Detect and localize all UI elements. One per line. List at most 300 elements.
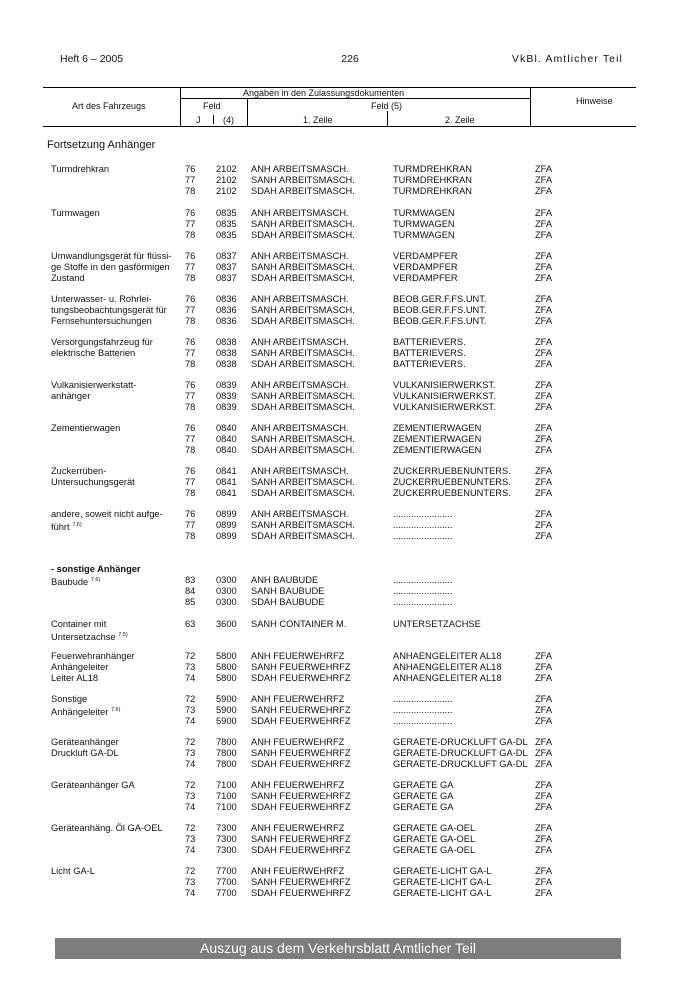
year-code: 84 — [185, 586, 196, 596]
line1-text: SDAH ARBEITSMASCH. — [251, 402, 355, 412]
line2-text: GERAETE GA-OEL — [393, 845, 476, 855]
field4-code: 0838 — [216, 337, 237, 347]
line1-text: ANH ARBEITSMASCH. — [251, 251, 349, 261]
note-text: ZFA — [535, 823, 553, 833]
line1-text: SANH ARBEITSMASCH. — [251, 391, 355, 401]
vehicle-type-line: Geräteanhänger GA — [51, 780, 135, 790]
line1-text: SDAH ARBEITSMASCH. — [251, 273, 355, 283]
line1-text: SDAH ARBEITSMASCH. — [251, 316, 355, 326]
vehicle-type — [51, 423, 181, 434]
line2-text: ....................... — [393, 716, 453, 726]
line1-text: ANH ARBEITSMASCH. — [251, 380, 349, 390]
col-feld-header: Feld — [203, 101, 221, 111]
vehicle-type-line: Zementierwagen — [51, 423, 121, 433]
note-text: ZFA — [535, 445, 553, 455]
line2-text: ZUCKERRUEBENUNTERS. — [393, 488, 511, 498]
vehicle-type-line: Umwandlungsgerät für flüssi- — [51, 251, 172, 261]
col-art-header: Art des Fahrzeugs — [72, 101, 146, 111]
vehicle-type — [51, 251, 181, 284]
line1-text: SDAH FEUERWEHRFZ — [251, 759, 351, 769]
vehicle-type — [51, 694, 181, 718]
line1-text: SANH ARBEITSMASCH. — [251, 219, 355, 229]
vehicle-type — [51, 651, 181, 684]
year-code: 77 — [185, 262, 196, 272]
note-text: ZFA — [535, 662, 553, 672]
line2-text: GERAETE-DRUCKLUFT GA-DL — [393, 759, 528, 769]
field4-code: 7100 — [216, 780, 237, 790]
note-text: ZFA — [535, 531, 553, 541]
line2-text: GERAETE-DRUCKLUFT GA-DL — [393, 748, 528, 758]
field4-code: 3600 — [216, 619, 237, 629]
line2-text: BEOB.GER.F.FS.UNT. — [393, 316, 487, 326]
field4-code: 0839 — [216, 402, 237, 412]
line2-text: ZUCKERRUEBENUNTERS. — [393, 466, 511, 476]
vehicle-type-line: Unterwasser- u. Rohrlei- — [51, 294, 152, 304]
year-code: 73 — [185, 705, 196, 715]
col-feld5-header: Feld (5) — [371, 101, 403, 111]
vehicle-type-line: tungsbeobachtungsgerät für — [51, 305, 167, 315]
line1-text: SDAH ARBEITSMASCH. — [251, 488, 355, 498]
line2-text: GERAETE-LICHT GA-L — [393, 877, 492, 887]
year-code: 78 — [185, 531, 196, 541]
note-text: ZFA — [535, 251, 553, 261]
divider — [180, 88, 181, 126]
vehicle-type-line: Vulkanisierwerkstatt- — [51, 380, 137, 390]
vehicle-type-line: Baubude $^{7.6)}$ — [51, 577, 101, 587]
category-heading: - sonstige Anhänger — [51, 564, 141, 574]
issue-label: Heft 6 – 2005 — [60, 53, 124, 65]
note-text: ZFA — [535, 888, 553, 898]
year-code: 76 — [185, 251, 196, 261]
note-text: ZFA — [535, 175, 553, 185]
page-number: 226 — [341, 53, 359, 65]
line1-text: ANH FEUERWEHRFZ — [251, 866, 345, 876]
line1-text: ANH ARBEITSMASCH. — [251, 509, 349, 519]
vehicle-type-line: anhänger — [51, 391, 91, 401]
line2-text: GERAETE GA-OEL — [393, 834, 476, 844]
line1-text: ANH ARBEITSMASCH. — [251, 294, 349, 304]
publication-title: VkBl. Amtlicher Teil — [511, 53, 623, 65]
field4-code: 0837 — [216, 273, 237, 283]
year-code: 76 — [185, 164, 196, 174]
year-code: 78 — [185, 402, 196, 412]
line1-text: SDAH ARBEITSMASCH. — [251, 186, 355, 196]
footnote-ref: 7.6) — [72, 522, 82, 528]
line2-text: ZEMENTIERWAGEN — [393, 434, 482, 444]
note-text: ZFA — [535, 802, 553, 812]
note-text: ZFA — [535, 316, 553, 326]
line2-text: TURMDREHKRAN — [393, 164, 473, 174]
vehicle-type-line: Untersetzachse $^{7.5)}$ — [51, 632, 128, 642]
line1-text: SANH ARBEITSMASCH. — [251, 520, 355, 530]
vehicle-type-line: Licht GA-L — [51, 866, 95, 876]
field4-code: 0838 — [216, 348, 237, 358]
line2-text: ....................... — [393, 586, 453, 596]
field4-code: 0839 — [216, 391, 237, 401]
year-code: 78 — [185, 186, 196, 196]
line2-text: ANHAENGELEITER AL18 — [393, 662, 502, 672]
note-text: ZFA — [535, 434, 553, 444]
year-code: 78 — [185, 359, 196, 369]
note-text: ZFA — [535, 845, 553, 855]
field4-code: 7800 — [216, 748, 237, 758]
line1-text: SANH FEUERWEHRFZ — [251, 791, 351, 801]
field4-code: 0840 — [216, 445, 237, 455]
line1-text: ANH ARBEITSMASCH. — [251, 164, 349, 174]
year-code: 78 — [185, 273, 196, 283]
line2-text: GERAETE-LICHT GA-L — [393, 866, 492, 876]
year-code: 76 — [185, 509, 196, 519]
field4-code: 0836 — [216, 316, 237, 326]
line2-text: VERDAMPFER — [393, 273, 458, 283]
note-text: ZFA — [535, 866, 553, 876]
col-j-header: J — [196, 115, 201, 125]
line2-text: GERAETE GA — [393, 780, 454, 790]
vehicle-type — [51, 208, 181, 219]
line1-text: ANH ARBEITSMASCH. — [251, 466, 349, 476]
line1-text: SDAH ARBEITSMASCH. — [251, 445, 355, 455]
year-code: 77 — [185, 348, 196, 358]
field4-code: 0836 — [216, 305, 237, 315]
field4-code: 0838 — [216, 359, 237, 369]
divider — [247, 98, 248, 126]
line1-text: SDAH ARBEITSMASCH. — [251, 531, 355, 541]
field4-code: 2102 — [216, 186, 237, 196]
year-code: 76 — [185, 337, 196, 347]
note-text: ZFA — [535, 305, 553, 315]
line2-text: ....................... — [393, 705, 453, 715]
line1-text: SANH ARBEITSMASCH. — [251, 434, 355, 444]
footer-banner: Auszug aus dem Verkehrsblatt Amtlicher Teil — [55, 938, 621, 959]
field4-code: 0835 — [216, 208, 237, 218]
line1-text: SANH FEUERWEHRFZ — [251, 662, 351, 672]
note-text: ZFA — [535, 748, 553, 758]
year-code: 77 — [185, 391, 196, 401]
line2-text: VERDAMPFER — [393, 262, 458, 272]
divider — [387, 111, 388, 126]
field4-code: 2102 — [216, 175, 237, 185]
vehicle-type-line: Container mit — [51, 619, 107, 629]
vehicle-type-line: Anhängeleiter — [51, 662, 109, 672]
line2-text: ....................... — [393, 694, 453, 704]
table-header — [43, 87, 636, 127]
field4-code: 0840 — [216, 434, 237, 444]
vehicle-type — [51, 737, 181, 759]
line2-text: ....................... — [393, 509, 453, 519]
line2-text: TURMWAGEN — [393, 208, 455, 218]
line2-text: TURMDREHKRAN — [393, 186, 473, 196]
line2-text: TURMDREHKRAN — [393, 175, 473, 185]
field4-code: 5800 — [216, 673, 237, 683]
line1-text: SANH FEUERWEHRFZ — [251, 748, 351, 758]
vehicle-type — [51, 164, 181, 175]
note-text: ZFA — [535, 694, 553, 704]
col-hinweise-header: Hinweise — [576, 96, 613, 106]
divider — [180, 98, 530, 99]
vehicle-type-line: ge Stoffe in den gasförmigen — [51, 262, 170, 272]
field4-code: 0835 — [216, 230, 237, 240]
vehicle-type-line: Zustand — [51, 273, 85, 283]
field4-code: 7800 — [216, 737, 237, 747]
note-text: ZFA — [535, 380, 553, 390]
col-zeile2-header: 2. Zeile — [445, 115, 475, 125]
year-code: 76 — [185, 423, 196, 433]
line1-text: SANH ARBEITSMASCH. — [251, 477, 355, 487]
vehicle-type — [51, 509, 181, 533]
year-code: 76 — [185, 466, 196, 476]
field4-code: 0899 — [216, 520, 237, 530]
year-code: 73 — [185, 791, 196, 801]
field4-code: 0300 — [216, 597, 237, 607]
line1-text: ANH FEUERWEHRFZ — [251, 823, 345, 833]
line1-text: SANH ARBEITSMASCH. — [251, 262, 355, 272]
line1-text: ANH ARBEITSMASCH. — [251, 337, 349, 347]
line2-text: TURMWAGEN — [393, 230, 455, 240]
year-code: 74 — [185, 716, 196, 726]
col-4-header: (4) — [223, 115, 234, 125]
note-text: ZFA — [535, 262, 553, 272]
line1-text: SANH FEUERWEHRFZ — [251, 877, 351, 887]
line1-text: ANH FEUERWEHRFZ — [251, 651, 345, 661]
field4-code: 7300 — [216, 834, 237, 844]
vehicle-type — [51, 337, 181, 359]
year-code: 77 — [185, 175, 196, 185]
note-text: ZFA — [535, 705, 553, 715]
year-code: 85 — [185, 597, 196, 607]
note-text: ZFA — [535, 402, 553, 412]
field4-code: 0300 — [216, 586, 237, 596]
footnote-ref: 7.6) — [110, 707, 121, 713]
vehicle-type-line: Anhängeleiter $^{7.6)}$ — [51, 707, 121, 717]
year-code: 73 — [185, 877, 196, 887]
field4-code: 7100 — [216, 802, 237, 812]
line2-text: BATTERIEVERS. — [393, 337, 466, 347]
field4-code: 7800 — [216, 759, 237, 769]
line1-text: SDAH ARBEITSMASCH. — [251, 359, 355, 369]
line2-text: GERAETE-LICHT GA-L — [393, 888, 492, 898]
note-text: ZFA — [535, 834, 553, 844]
divider — [530, 88, 531, 126]
note-text: ZFA — [535, 230, 553, 240]
note-text: ZFA — [535, 164, 553, 174]
line1-text: SANH ARBEITSMASCH. — [251, 175, 355, 185]
vehicle-type-line: Turmwagen — [51, 208, 100, 218]
field4-code: 0837 — [216, 251, 237, 261]
line2-text: ZUCKERRUEBENUNTERS. — [393, 477, 511, 487]
year-code: 76 — [185, 294, 196, 304]
field4-code: 5900 — [216, 716, 237, 726]
year-code: 78 — [185, 445, 196, 455]
line1-text: ANH FEUERWEHRFZ — [251, 694, 345, 704]
field4-code: 0300 — [216, 575, 237, 585]
field4-code: 5900 — [216, 705, 237, 715]
line2-text: ....................... — [393, 575, 453, 585]
vehicle-type-line: Sonstige — [51, 694, 88, 704]
line2-text: UNTERSETZACHSE — [393, 619, 481, 629]
year-code: 72 — [185, 823, 196, 833]
line2-text: GERAETE GA — [393, 802, 454, 812]
year-code: 72 — [185, 737, 196, 747]
field4-code: 7700 — [216, 877, 237, 887]
year-code: 72 — [185, 694, 196, 704]
field4-code: 7300 — [216, 845, 237, 855]
line1-text: ANH ARBEITSMASCH. — [251, 208, 349, 218]
year-code: 78 — [185, 230, 196, 240]
field4-code: 5800 — [216, 662, 237, 672]
line1-text: SANH BAUBUDE — [251, 586, 325, 596]
vehicle-type — [51, 380, 181, 402]
field4-code: 7300 — [216, 823, 237, 833]
year-code: 72 — [185, 780, 196, 790]
field4-code: 7700 — [216, 888, 237, 898]
year-code: 72 — [185, 866, 196, 876]
divider — [213, 115, 214, 124]
line2-text: ZEMENTIERWAGEN — [393, 423, 482, 433]
line1-text: SDAH BAUBUDE — [251, 597, 325, 607]
field4-code: 2102 — [216, 164, 237, 174]
line2-text: TURMWAGEN — [393, 219, 455, 229]
note-text: ZFA — [535, 477, 553, 487]
field4-code: 0840 — [216, 423, 237, 433]
note-text: ZFA — [535, 716, 553, 726]
line2-text: BATTERIEVERS. — [393, 359, 466, 369]
vehicle-type — [51, 866, 181, 877]
line2-text: VULKANISIERWERKST. — [393, 391, 496, 401]
note-text: ZFA — [535, 780, 553, 790]
year-code: 63 — [185, 619, 196, 629]
year-code: 78 — [185, 316, 196, 326]
note-text: ZFA — [535, 737, 553, 747]
line2-text: ....................... — [393, 520, 453, 530]
field4-code: 0841 — [216, 477, 237, 487]
vehicle-type-line: Geräteanhäng. Öl GA-OEL — [51, 823, 163, 833]
note-text: ZFA — [535, 759, 553, 769]
note-text: ZFA — [535, 186, 553, 196]
vehicle-type-line: Fernsehuntersuchungen — [51, 316, 152, 326]
note-text: ZFA — [535, 423, 553, 433]
year-code: 74 — [185, 673, 196, 683]
vehicle-type-line: Druckluft GA-DL — [51, 748, 119, 758]
year-code: 74 — [185, 759, 196, 769]
section-title: Fortsetzung Anhänger — [47, 139, 156, 151]
line1-text: SANH ARBEITSMASCH. — [251, 348, 355, 358]
vehicle-type — [51, 564, 181, 588]
note-text: ZFA — [535, 219, 553, 229]
vehicle-type-line: Leiter AL18 — [51, 673, 99, 683]
line2-text: VERDAMPFER — [393, 251, 458, 261]
note-text: ZFA — [535, 273, 553, 283]
line1-text: ANH FEUERWEHRFZ — [251, 780, 345, 790]
field4-code: 0899 — [216, 531, 237, 541]
note-text: ZFA — [535, 337, 553, 347]
footnote-ref: 7.6) — [90, 577, 101, 583]
line1-text: SDAH FEUERWEHRFZ — [251, 716, 351, 726]
line2-text: VULKANISIERWERKST. — [393, 402, 496, 412]
note-text: ZFA — [535, 391, 553, 401]
line2-text: GERAETE GA-OEL — [393, 823, 476, 833]
vehicle-type-line: Turmdrehkran — [51, 164, 110, 174]
line2-text: BEOB.GER.F.FS.UNT. — [393, 305, 487, 315]
line1-text: SANH FEUERWEHRFZ — [251, 705, 351, 715]
field4-code: 0839 — [216, 380, 237, 390]
note-text: ZFA — [535, 673, 553, 683]
year-code: 76 — [185, 208, 196, 218]
year-code: 74 — [185, 888, 196, 898]
field4-code: 0836 — [216, 294, 237, 304]
line1-text: SANH ARBEITSMASCH. — [251, 305, 355, 315]
col-angaben-header: Angaben in den Zulassungsdokumenten — [243, 88, 405, 98]
note-text: ZFA — [535, 520, 553, 530]
year-code: 77 — [185, 305, 196, 315]
line1-text: SDAH FEUERWEHRFZ — [251, 888, 351, 898]
line2-text: BATTERIEVERS. — [393, 348, 466, 358]
line1-text: SDAH FEUERWEHRFZ — [251, 673, 351, 683]
field4-code: 0841 — [216, 488, 237, 498]
year-code: 74 — [185, 845, 196, 855]
vehicle-type-line: Versorgungsfahrzeug für — [51, 337, 153, 347]
note-text: ZFA — [535, 359, 553, 369]
line2-text: ANHAENGELEITER AL18 — [393, 651, 502, 661]
vehicle-type-line: führt $^{7.6)}$ — [51, 522, 82, 532]
line2-text: GERAETE GA — [393, 791, 454, 801]
vehicle-type — [51, 294, 181, 327]
vehicle-type — [51, 823, 181, 834]
field4-code: 0835 — [216, 219, 237, 229]
year-code: 77 — [185, 520, 196, 530]
line2-text: ....................... — [393, 531, 453, 541]
line1-text: SANH CONTAINER M. — [251, 619, 347, 629]
line1-text: ANH ARBEITSMASCH. — [251, 423, 349, 433]
note-text: ZFA — [535, 348, 553, 358]
year-code: 77 — [185, 219, 196, 229]
field4-code: 7700 — [216, 866, 237, 876]
col-zeile1-header: 1. Zeile — [303, 115, 333, 125]
field4-code: 7100 — [216, 791, 237, 801]
line2-text: ZEMENTIERWAGEN — [393, 445, 482, 455]
note-text: ZFA — [535, 651, 553, 661]
year-code: 72 — [185, 651, 196, 661]
field4-code: 5900 — [216, 694, 237, 704]
note-text: ZFA — [535, 877, 553, 887]
vehicle-type — [51, 466, 181, 488]
year-code: 83 — [185, 575, 196, 585]
field4-code: 0841 — [216, 466, 237, 476]
note-text: ZFA — [535, 509, 553, 519]
vehicle-type-line: Geräteanhänger — [51, 737, 119, 747]
year-code: 73 — [185, 748, 196, 758]
line1-text: ANH BAUBUDE — [251, 575, 319, 585]
line1-text: SANH FEUERWEHRFZ — [251, 834, 351, 844]
note-text: ZFA — [535, 466, 553, 476]
vehicle-type-line: andere, soweit nicht aufge- — [51, 509, 163, 519]
year-code: 73 — [185, 834, 196, 844]
line1-text: SDAH ARBEITSMASCH. — [251, 230, 355, 240]
year-code: 76 — [185, 380, 196, 390]
line2-text: BEOB.GER.F.FS.UNT. — [393, 294, 487, 304]
year-code: 77 — [185, 477, 196, 487]
field4-code: 0899 — [216, 509, 237, 519]
line2-text: GERAETE-DRUCKLUFT GA-DL — [393, 737, 528, 747]
field4-code: 0837 — [216, 262, 237, 272]
line2-text: ....................... — [393, 597, 453, 607]
line2-text: VULKANISIERWERKST. — [393, 380, 496, 390]
note-text: ZFA — [535, 791, 553, 801]
year-code: 73 — [185, 662, 196, 672]
footnote-ref: 7.5) — [118, 632, 128, 638]
line1-text: SDAH FEUERWEHRFZ — [251, 802, 351, 812]
line1-text: SDAH FEUERWEHRFZ — [251, 845, 351, 855]
line1-text: ANH FEUERWEHRFZ — [251, 737, 345, 747]
